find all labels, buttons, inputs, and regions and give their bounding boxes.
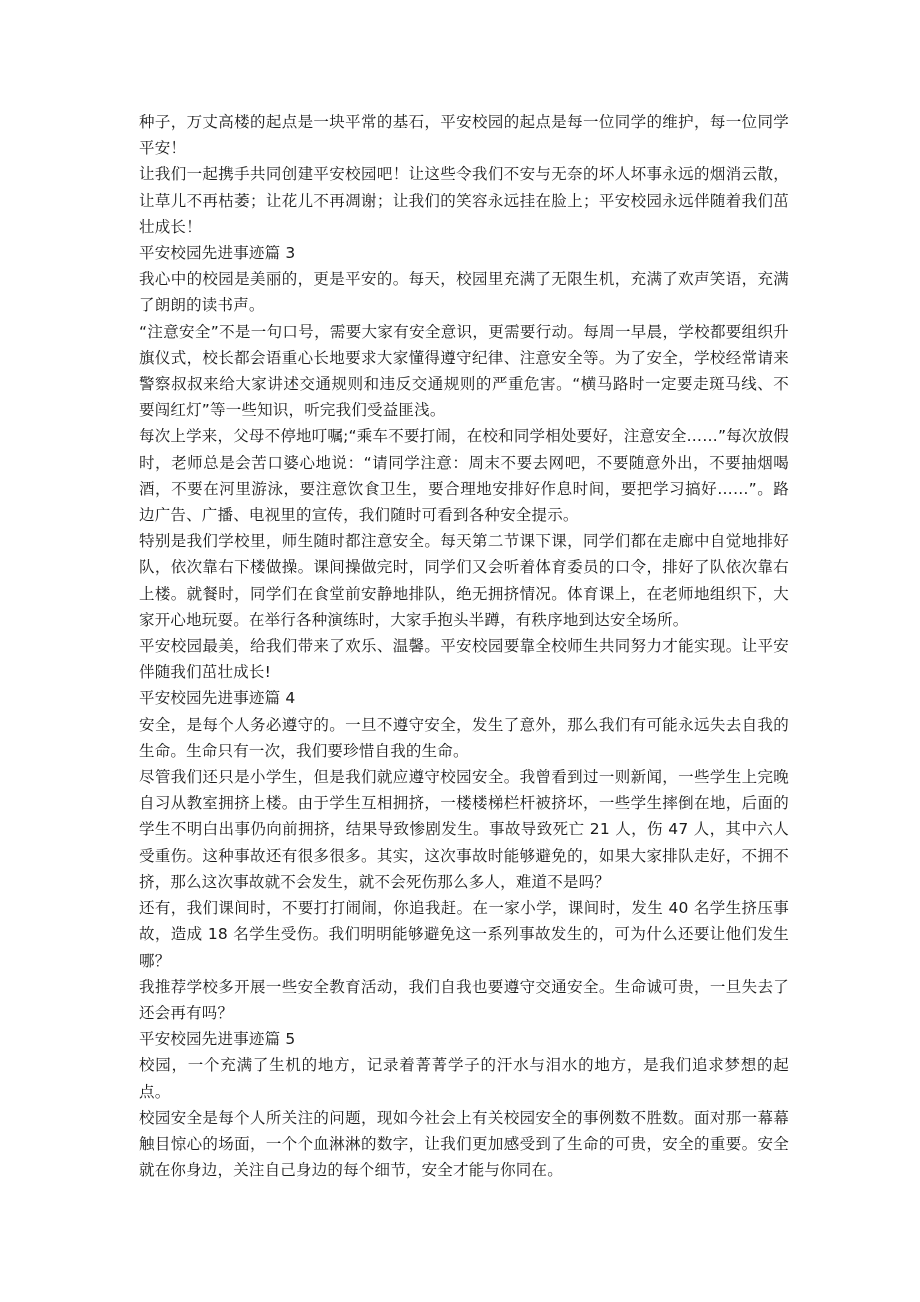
paragraph: 种子，万丈高楼的起点是一块平常的基石，平安校园的起点是每一位同学的维护，每一位同学平安！ xyxy=(139,113,789,158)
paragraph: 校园，一个充满了生机的地方，记录着菁菁学子的汗水与泪水的地方，是我们追求梦想的起点。 xyxy=(139,1056,789,1101)
paragraph: 平安校园最美，给我们带来了欢乐、温馨。平安校园要靠全校师生共同努力才能实现。让平安伴随我们茁壮成长! xyxy=(139,637,789,682)
section-heading: 平安校园先进事迹篇 4 xyxy=(139,689,296,708)
paragraph: 还有，我们课间时，不要打打闹闹，你追我赶。在一家小学，课间时，发生 40 名学生挤压事故，造成 18 名学生受伤。我们明明能够避免这一系列事故发生的，可为什么还要让他们发生哪？ xyxy=(139,899,789,970)
section-heading: 平安校园先进事迹篇 3 xyxy=(139,244,296,263)
paragraph: “注意安全”不是一句口号，需要大家有安全意识，更需要行动。每周一早晨，学校都要组织升旗仪式，校长都会语重心长地要求大家懂得遵守纪律、注意安全等。为了安全，学校经常请来警察叔叔来给大家讲述交通规则和违反交通规则的严重危害。“横马路时一定要走斑马线、不要闯红灯”等一些知识，听完我们受益匪浅。 xyxy=(139,322,789,420)
paragraph: 每次上学来，父母不停地叮嘱;“乘车不要打闹，在校和同学相处要好，注意安全……”每次放假时，老师总是会苦口婆心地说：“请同学注意：周末不要去网吧，不要随意外出，不要抽烟喝酒，不要在河里游泳，要注意饮食卫生，要合理地安排好作息时间，要把学习搞好……”。路边广告、广播、电视里的宣传，我们随时可看到各种安全提示。 xyxy=(139,427,789,525)
paragraph: 让我们一起携手共同创建平安校园吧！让这些令我们不安与无奈的坏人坏事永远的烟消云散，让草儿不再枯萎；让花儿不再凋谢；让我们的笑容永远挂在脸上；平安校园永远伴随着我们茁壮成长！ xyxy=(139,165,789,236)
paragraph: 安全，是每个人务必遵守的。一旦不遵守安全，发生了意外，那么我们有可能永远失去自我的生命。生命只有一次，我们要珍惜自我的生命。 xyxy=(139,715,789,760)
paragraph: 校园安全是每个人所关注的问题，现如今社会上有关校园安全的事例数不胜数。面对那一幕幕触目惊心的场面，一个个血淋淋的数字，让我们更加感受到了生命的可贵，安全的重要。安全就在你身边，关注自己身边的每个细节，安全才能与你同在。 xyxy=(139,1108,789,1180)
paragraph: 我心中的校园是美丽的，更是平安的。每天，校园里充满了无限生机，充满了欢声笑语，充满了朗朗的读书声。 xyxy=(139,270,789,315)
document-body xyxy=(139,109,789,1183)
paragraph: 特别是我们学校里，师生随时都注意安全。每天第二节课下课，同学们都在走廊中自觉地排好队，依次靠右下楼做操。课间操做完时，同学们又会听着体育委员的口令，排好了队依次靠右上楼。就餐时，同学们在食堂前安静地排队，绝无拥挤情况。体育课上，在老师地组织下，大家开心地玩耍。在举行各种演练时，大家手抱头半蹲，有秩序地到达安全场所。 xyxy=(139,532,789,629)
section-heading: 平安校园先进事迹篇 5 xyxy=(139,1030,296,1049)
paragraph: 尽管我们还只是小学生，但是我们就应遵守校园安全。我曾看到过一则新闻，一些学生上完晚自习从教室拥挤上楼。由于学生互相拥挤，一楼楼梯栏杆被挤坏，一些学生摔倒在地，后面的学生不明白出事仍向前拥挤，结果导致惨剧发生。事故导致死亡 21 人，伤 47 人，其中六人受重伤。这种事故还有很多很多。其实，这次事故时能够避免的，如果大家排队走好，不拥不挤，那么这次事故就不会发生，就不会死伤那么多人，难道不是吗？ xyxy=(139,768,789,891)
paragraph: 我推荐学校多开展一些安全教育活动，我们自我也要遵守交通安全。生命诚可贵，一旦失去了还会再有吗？ xyxy=(139,977,789,1022)
